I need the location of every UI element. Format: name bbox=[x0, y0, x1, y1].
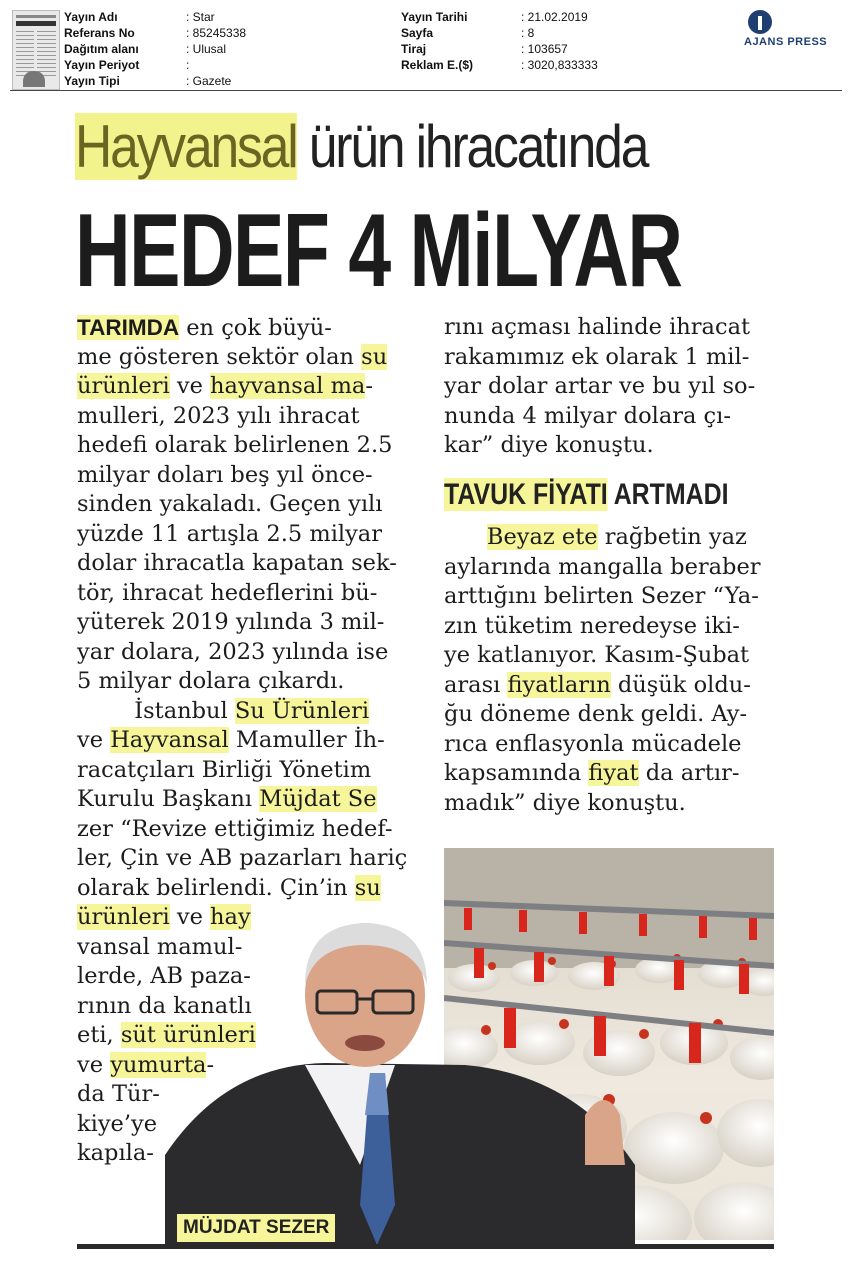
text-segment: rakamımız ek olarak 1 mil- bbox=[444, 343, 750, 370]
text-segment: zın tüketim neredeyse iki- bbox=[444, 612, 740, 639]
ajans-press-logo bbox=[744, 10, 840, 50]
text-segment: Mamuller İh- bbox=[228, 727, 385, 753]
text-line bbox=[77, 402, 407, 432]
text-line bbox=[444, 431, 755, 461]
text-segment: mulleri, 2023 yılı ihracat bbox=[77, 402, 360, 429]
highlighted-text: TARIMDA bbox=[77, 315, 180, 340]
highlighted-text: su bbox=[361, 343, 388, 370]
meta-value: : 103657 bbox=[521, 42, 568, 56]
text-segment: rını açması halinde ihracat bbox=[444, 314, 751, 340]
text-line bbox=[77, 549, 407, 579]
text-line bbox=[77, 785, 407, 815]
text-segment: madık” diye konuştu. bbox=[444, 789, 686, 816]
text-line bbox=[77, 608, 407, 638]
text-line bbox=[77, 579, 407, 609]
text-segment: - bbox=[365, 373, 373, 399]
text-line bbox=[444, 700, 761, 730]
text-segment: - bbox=[206, 1051, 215, 1078]
meta-label: Sayfa bbox=[401, 26, 434, 40]
text-line bbox=[77, 461, 407, 491]
text-segment: kar” diye konuştu. bbox=[444, 432, 654, 458]
text-segment: rının da kanatlı bbox=[77, 992, 252, 1019]
photo-caption: MÜJDAT SEZER bbox=[177, 1214, 335, 1242]
headline-line-2: HEDEF 4 MiLYAR bbox=[75, 193, 682, 309]
logo-icon bbox=[748, 10, 772, 34]
text-segment: da artır- bbox=[638, 760, 740, 786]
header-divider bbox=[10, 90, 842, 91]
text-segment: nunda 4 milyar dolara çı- bbox=[444, 402, 731, 429]
article-column-2-bottom bbox=[444, 523, 761, 818]
headline-highlight: Hayvansal bbox=[75, 113, 297, 180]
meta-label: Yayın Adı bbox=[64, 10, 118, 24]
meta-values-right bbox=[521, 9, 598, 73]
highlighted-text: Hayvansal bbox=[110, 727, 229, 753]
highlighted-text: Müjdat Se bbox=[259, 786, 377, 812]
meta-value: : 3020,833333 bbox=[521, 58, 598, 72]
text-segment: arası bbox=[444, 671, 508, 698]
text-line bbox=[77, 874, 407, 904]
text-segment: yüzde 11 artışla 2.5 milyar bbox=[77, 520, 382, 547]
text-segment: ye katlanıyor. Kasım-Şubat bbox=[444, 642, 750, 668]
text-line bbox=[77, 520, 407, 550]
meta-label: Referans No bbox=[64, 26, 135, 40]
text-segment: zer “Revize ettiğimiz hedef- bbox=[77, 815, 393, 842]
subheading-highlight: TAVUK FİYATI bbox=[444, 478, 608, 511]
text-segment: rıca enflasyonla mücadele bbox=[444, 730, 742, 757]
text-segment bbox=[444, 524, 487, 550]
text-segment: rağbetin yaz bbox=[597, 524, 747, 550]
text-segment: dolar ihracatla kapatan sek- bbox=[77, 550, 397, 576]
meta-labels-right bbox=[401, 9, 473, 73]
text-line bbox=[444, 523, 761, 553]
text-line bbox=[77, 697, 407, 727]
highlighted-text: yumurta bbox=[110, 1051, 207, 1078]
text-segment: aylarında mangalla beraber bbox=[444, 553, 761, 580]
meta-label: Yayın Tipi bbox=[64, 74, 120, 88]
text-segment: Kurulu Başkanı bbox=[77, 786, 260, 812]
highlighted-text: ürünleri bbox=[77, 373, 170, 399]
text-line bbox=[77, 490, 407, 520]
text-segment: racatçıları Birliği Yönetim bbox=[77, 756, 372, 783]
text-segment: ve bbox=[169, 373, 211, 399]
text-line bbox=[444, 730, 761, 760]
highlighted-text: Beyaz ete bbox=[486, 524, 598, 550]
text-line bbox=[77, 667, 407, 697]
meta-label: Yayın Periyot bbox=[64, 58, 140, 72]
bottom-rule bbox=[77, 1244, 774, 1249]
text-segment: hedefi olarak belirlenen 2.5 bbox=[77, 432, 393, 458]
highlighted-text: su bbox=[354, 874, 381, 901]
clipping-thumbnail bbox=[12, 10, 60, 90]
meta-value: : 21.02.2019 bbox=[521, 10, 588, 24]
meta-label: Dağıtım alanı bbox=[64, 42, 139, 56]
text-segment: ve bbox=[169, 904, 211, 930]
meta-label: Yayın Tarihi bbox=[401, 10, 468, 24]
meta-values bbox=[186, 9, 246, 89]
highlighted-text: ürünleri bbox=[77, 904, 170, 930]
text-segment: kiye’ye bbox=[77, 1110, 158, 1137]
text-segment: yar dolara, 2023 yılında ise bbox=[77, 638, 389, 665]
text-line bbox=[444, 313, 755, 343]
text-line bbox=[77, 343, 407, 373]
meta-value: : Gazete bbox=[186, 74, 232, 88]
text-segment: sinden yakaladı. Geçen yılı bbox=[77, 491, 383, 517]
portrait-photo bbox=[165, 915, 635, 1245]
text-segment: ler, Çin ve AB pazarları hariç bbox=[77, 845, 408, 871]
text-line bbox=[444, 789, 761, 819]
article-column-2-top bbox=[444, 313, 755, 461]
text-segment: kapsamında bbox=[444, 760, 589, 786]
text-segment: ğu döneme denk geldi. Ay- bbox=[444, 701, 748, 727]
meta-value: : 8 bbox=[521, 26, 535, 40]
headline-rest: ürün ihracatında bbox=[296, 113, 648, 180]
highlighted-text: fiyatların bbox=[507, 671, 611, 698]
text-segment: ve bbox=[77, 727, 111, 753]
text-segment: 5 milyar dolara çıkardı. bbox=[77, 668, 345, 694]
text-line bbox=[444, 612, 761, 642]
text-segment: vansal mamul- bbox=[77, 933, 243, 960]
headline-line-1 bbox=[75, 112, 647, 182]
meta-label: Reklam E.($) bbox=[401, 58, 474, 72]
meta-value: : 85245338 bbox=[186, 26, 247, 40]
highlighted-text: hay bbox=[210, 904, 251, 930]
meta-value: : bbox=[186, 58, 190, 72]
highlighted-text: süt ürünleri bbox=[120, 1022, 256, 1048]
text-line bbox=[77, 756, 407, 786]
text-line bbox=[444, 402, 755, 432]
text-line bbox=[444, 759, 761, 789]
text-segment: olarak belirlendi. Çin’in bbox=[77, 874, 355, 901]
text-segment: kapıla- bbox=[77, 1140, 154, 1166]
text-line bbox=[77, 372, 407, 402]
text-segment: arttığını belirten Sezer “Ya- bbox=[444, 583, 759, 609]
text-line bbox=[77, 815, 407, 845]
text-line bbox=[77, 638, 407, 668]
text-line bbox=[77, 844, 407, 874]
text-segment: İstanbul bbox=[77, 697, 235, 724]
highlighted-text: Su Ürünleri bbox=[234, 697, 370, 724]
text-line bbox=[77, 431, 407, 461]
text-line bbox=[444, 641, 761, 671]
text-line bbox=[444, 671, 761, 701]
text-line bbox=[444, 343, 755, 373]
meta-value: : Ulusal bbox=[186, 42, 227, 56]
text-segment: eti, bbox=[77, 1022, 121, 1048]
subheading bbox=[444, 478, 729, 512]
text-segment: tör, ihracat hedeflerini bü- bbox=[77, 579, 378, 606]
text-segment: yüterek 2019 yılında 3 mil- bbox=[77, 609, 385, 635]
logo-text: AJANS PRESS bbox=[744, 36, 828, 48]
text-line bbox=[444, 372, 755, 402]
text-line bbox=[444, 553, 761, 583]
text-line bbox=[444, 582, 761, 612]
text-segment: me gösteren sektör olan bbox=[77, 343, 362, 370]
text-segment: lerde, AB paza- bbox=[77, 963, 251, 989]
text-segment: milyar doları beş yıl önce- bbox=[77, 461, 373, 488]
subheading-rest: ARTMADI bbox=[607, 478, 729, 511]
text-segment: ve bbox=[77, 1051, 111, 1078]
text-segment: düşük oldu- bbox=[610, 671, 751, 698]
highlighted-text: hayvansal ma bbox=[210, 373, 366, 399]
text-line bbox=[77, 313, 407, 343]
highlighted-text: fiyat bbox=[588, 760, 639, 786]
meta-labels bbox=[64, 9, 139, 89]
meta-value: : Star bbox=[186, 10, 215, 24]
meta-label: Tiraj bbox=[401, 42, 427, 56]
text-segment: da Tür- bbox=[77, 1081, 160, 1107]
text-line bbox=[77, 726, 407, 756]
text-segment: en çok büyü- bbox=[179, 315, 332, 341]
text-segment: yar dolar artar ve bu yıl so- bbox=[444, 373, 756, 399]
